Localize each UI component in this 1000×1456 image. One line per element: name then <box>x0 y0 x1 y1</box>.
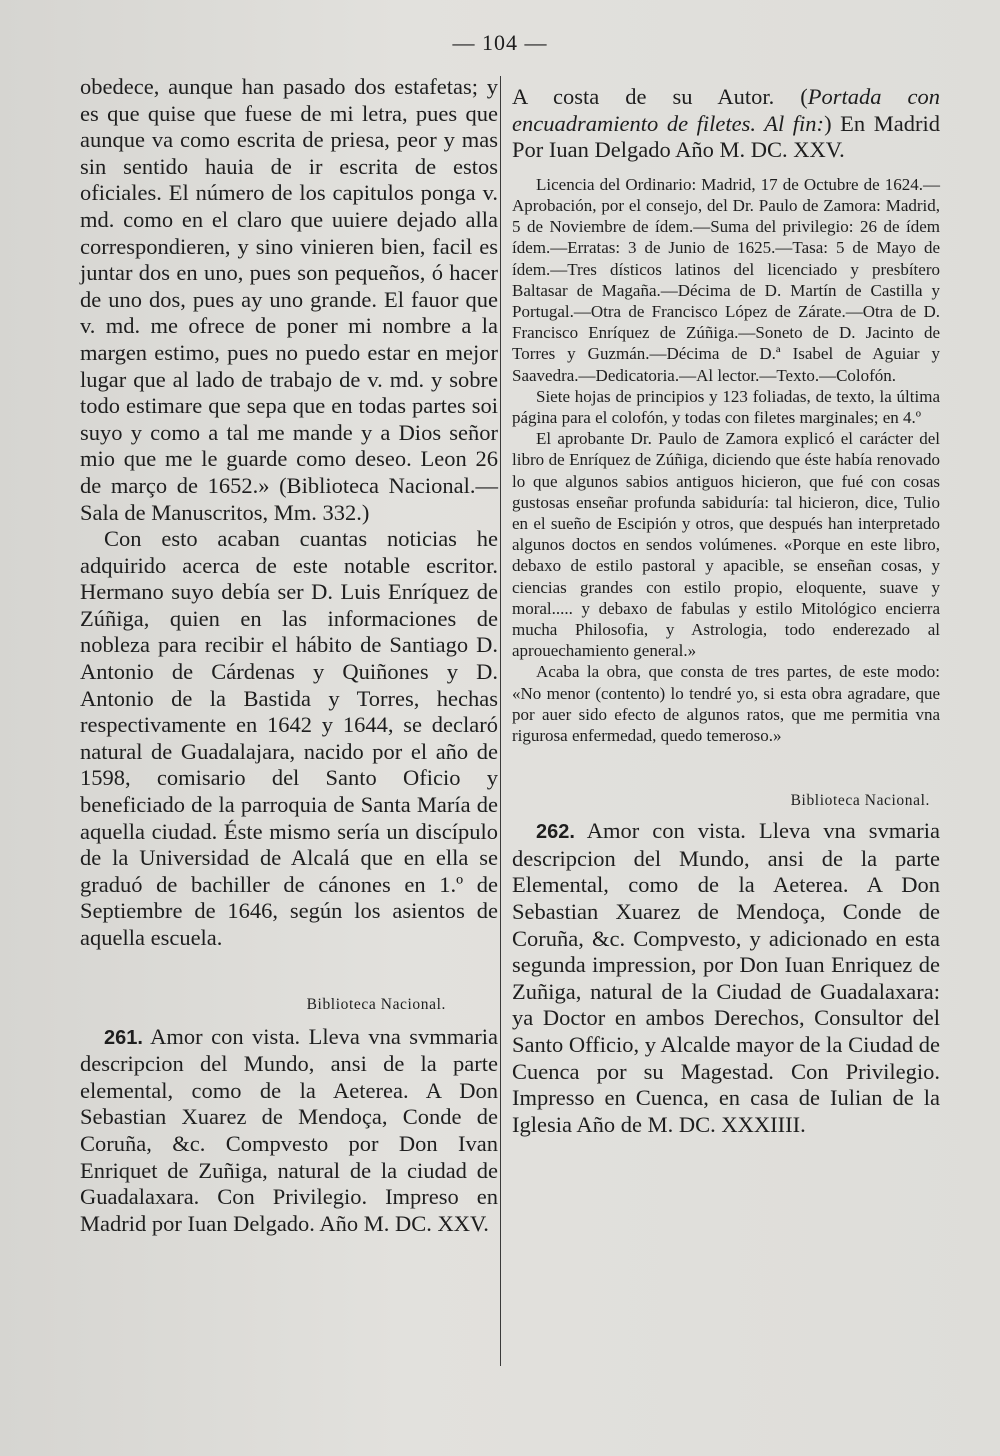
right-paragraph-colophon <box>512 84 940 164</box>
library-location-261: Biblioteca Nacional. <box>306 995 446 1013</box>
left-paragraph-letter: obedece, aunque han pasado dos estafetas; y es que quise que fuese de mi letra, pues que aunque va como escrita de priesa, peor y mas sin sentido hauia de ir escrita de estos oficiales. El número de los capitulos ponga v. md. como en el claro que uuiere dejado alla correspondieren, y sino vinieren bien, facil es juntar dos en uno, pues son pequeños, ó hacer de uno dos, pues ay uno grande. El fauor que v. md. me ofrece de poner mi nombre a la margen estimo, pues no puedo estar en mejor lugar que al lado de trabajo de v. md. y sobre todo estimare que sepa que en todas partes soi suyo y como a tal me mande y a Dios señor mio que me le guarde como deseo. Leon 26 de março de 1652.» (Biblioteca Nacional.—Sala de Manuscritos, Mm. 332.) <box>80 74 498 525</box>
colophon-text-b: ) En Madrid Por Iuan Delgado Año M. DC. XXV. <box>512 110 940 163</box>
entry-262 <box>512 818 940 1138</box>
entry-number-261: 261. <box>104 1026 143 1049</box>
right-paragraph-ending: Acaba la obra, que consta de tres partes, de este modo: «No menor (contento) lo tendré yo, si esta obra agradare, que por auer sido efecto de algunos ratos, que me permitia vna rigurosa enfermedad, quedo temeroso.» <box>512 662 940 746</box>
right-paragraph-approval: El aprobante Dr. Paulo de Zamora explicó el carácter del libro de Enríquez de Zúñiga, diciendo que éste había renovado lo que algunos sabios antiguos hicieron, que fué con cosas gustosas enseñar profunda sabiduría: tal hicieron, dice, Tulio en el sueño de Escipión y otros, que después han interpretado algunos doctos en sendos volúmenes. «Porque en este libro, debaxo de estilo pastoral y apacible, se enseñan cosas, y ciencias grandes con estilo propio, eloquente, suave y moral..... y debaxo de fabulas y estilo Mitológico encierra mucha Philosofia, y Astrologia, todo enderezado al aprouechamiento general.» <box>512 429 940 661</box>
left-paragraph-notes: Con esto acaban cuantas noticias he adquirido acerca de este notable escritor. Hermano suyo debía ser D. Luis Enríquez de Zúñiga, quien en las informaciones de nobleza para recibir el hábito de Santiago D. Antonio de Cárdenas y Quiñones y D. Antonio de la Bastida y Torres, hechas respectivamente en 1642 y 1644, se declaró natural de Guadalajara, nacido por el año de 1598, comisario del Santo Oficio y beneficiado de la parroquia de Santa María de aquella ciudad. Éste mismo sería un discípulo de la Universidad de Alcalá que en ella se graduó de bachiller de cánones en 1.º de Septiembre de 1646, según los asientos de aquella escuela. <box>80 526 498 950</box>
entry-261 <box>80 1024 498 1238</box>
colophon-text-italic: Portada con encuadramiento de filetes. Al fin: <box>512 84 940 136</box>
colophon-text-a: A costa de su Autor. ( <box>512 84 808 109</box>
column-divider <box>500 76 501 1366</box>
page-number: — 104 — <box>452 30 548 55</box>
library-location-262: Biblioteca Nacional. <box>790 792 930 810</box>
entry-number-262: 262. <box>536 821 575 844</box>
entry-text-262: Amor con vista. Lleva vna svmaria descripcion del Mundo, ansi de la parte Elemental, como de la Aeterea. A Don Sebastian Xuarez de Mendoça, Conde de Coruña, &c. Compvesto, y adicionado en esta segunda impression, por Don Iuan Enriquez de Zuñiga, natural de la Ciudad de Guadalaxara: ya Doctor en ambos Derechos, Consultor del Santo Officio, y Alcalde mayor de la Ciudad de Cuenca por su Magestad. Con Privilegio. Impresso en Cuenca, en casa de Iulian de la Iglesia Año de M. DC. XXXIIII. <box>512 818 940 1137</box>
entry-text-261: Amor con vista. Lleva vna svmmaria descripcion del Mundo, ansi de la parte elemental, como de la Aeterea. A Don Sebastian Xuarez de Mendoça, Conde de Coruña, &c. Compvesto por Don Ivan Enriquet de Zuñiga, natural de la ciudad de Guadalaxara. Con Privilegio. Impreso en Madrid por Iuan Delgado. Año M. DC. XXV. <box>80 1023 498 1236</box>
right-paragraph-preliminaries: Licencia del Ordinario: Madrid, 17 de Octubre de 1624.—Aprobación, por el consejo, del Dr. Paulo de Zamora: Madrid, 5 de Noviembre de ídem.—Suma del privilegio: 26 de ídem ídem.—Erratas: 3 de Junio de 1625.—Tasa: 5 de Mayo de ídem.—Tres dísticos latinos del licenciado y presbítero Baltasar de Magaña.—Décima de D. Martín de Castilla y Portugal.—Otra de Francisco López de Zárate.—Otra de D. Francisco Enríquez de Zúñiga.—Soneto de D. Jacinto de Torres y Guzmán.—Décima de D.ª Isabel de Aguiar y Saavedra.—Dedicatoria.—Al lector.—Texto.—Colofón. <box>512 174 940 385</box>
right-column <box>512 84 940 1138</box>
right-paragraph-physical: Siete hojas de principios y 123 foliadas, de texto, la última página para el colofón, y todas con filetes marginales; en 4.º <box>512 386 940 428</box>
spacer <box>512 164 940 174</box>
left-column <box>80 74 498 1237</box>
